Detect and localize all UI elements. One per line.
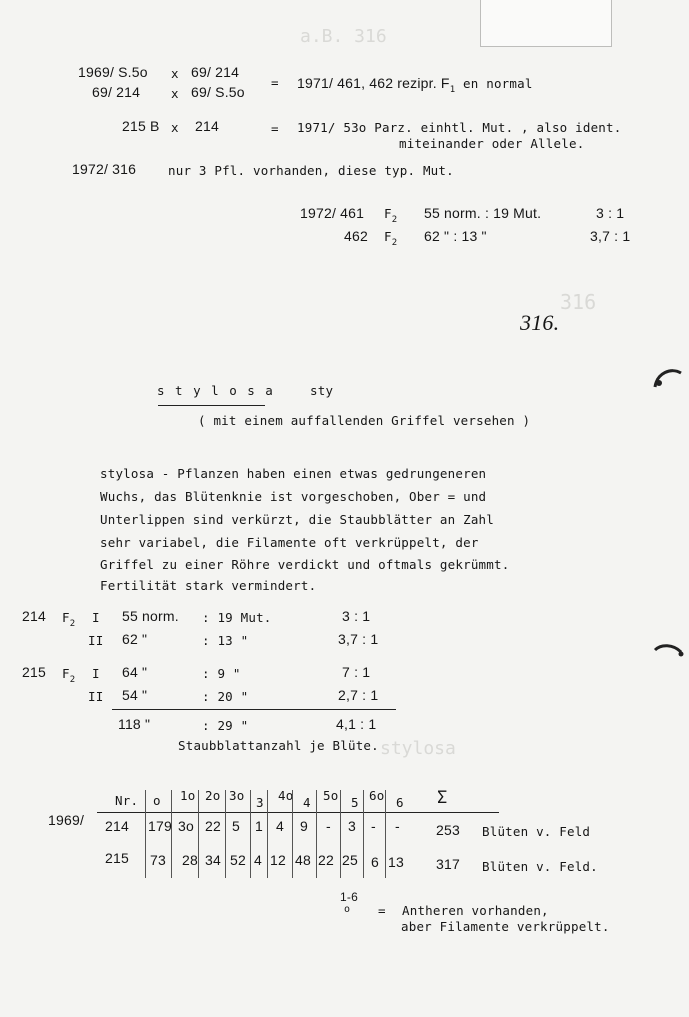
description-line: stylosa - Pflanzen haben einen etwas gedrungeneren <box>100 466 487 481</box>
stamen-col-divider <box>267 790 268 878</box>
stamen-cell: - <box>371 818 376 834</box>
f2-gen-letter: F <box>384 229 392 244</box>
cross-result: 1971/ 53o Parz. einhtl. Mut. , also ident. <box>297 120 622 135</box>
stamen-cell: 1 <box>255 818 263 834</box>
seg-line: 214 <box>22 608 46 624</box>
seg-gen <box>62 610 76 629</box>
stamen-cell: 34 <box>205 852 221 868</box>
stamen-col-divider <box>250 790 251 878</box>
footnote-symbol-sub: o <box>344 904 351 915</box>
f2-counts: 62 " : 13 " <box>424 228 487 244</box>
stamen-col-divider <box>225 790 226 878</box>
stamen-col-divider <box>198 790 199 878</box>
seg-total-rule <box>112 709 396 710</box>
stamen-header-nr: Nr. <box>115 793 139 808</box>
footnote-symbol <box>340 890 358 904</box>
cross-result-sub: 1 <box>449 85 456 95</box>
cross-a: 215 B <box>122 118 160 134</box>
seg-ratio: 2,7 : 1 <box>338 687 379 703</box>
stamen-header-sum: Σ <box>437 788 448 808</box>
note-label: 1972/ 316 <box>72 161 137 177</box>
cross-result-line2: miteinander oder Allele. <box>399 136 585 151</box>
stamen-cell: 22 <box>318 852 334 868</box>
cross-a: 1969/ S.5o <box>78 64 148 80</box>
seg-gen <box>62 666 76 685</box>
f2-ratio: 3,7 : 1 <box>590 228 631 244</box>
cross-eq: = <box>271 75 279 90</box>
stamen-row-nr: 215 <box>105 850 129 866</box>
seg-ratio: 7 : 1 <box>342 664 371 680</box>
seg-mut: : 13 " <box>202 633 249 648</box>
stamen-row-sum: 253 <box>436 822 460 838</box>
stamen-cell: 3 <box>348 818 356 834</box>
stamen-col-divider <box>292 790 293 878</box>
footnote-line1: Antheren vorhanden, <box>402 903 549 918</box>
f2-gen-sub: 2 <box>391 215 398 225</box>
cross-a: 69/ 214 <box>92 84 141 100</box>
seg-norm: 55 norm. <box>122 608 179 624</box>
cross-result-tail: en normal <box>463 76 533 91</box>
f2-id: 1972/ 461 <box>300 205 365 221</box>
stamen-row-nr: 214 <box>105 818 129 834</box>
stamen-col-divider <box>340 790 341 878</box>
cross-x: x <box>171 66 179 81</box>
footnote-line2: aber Filamente verkrüppelt. <box>401 919 610 934</box>
stamen-header: 1o <box>180 788 196 803</box>
stamen-cell: 73 <box>150 852 166 868</box>
stamen-row-note: Blüten v. Feld <box>482 824 591 839</box>
stamen-cell: 22 <box>205 818 221 834</box>
seg-norm: 62 " <box>122 631 148 647</box>
stamen-col-divider <box>363 790 364 878</box>
stamp-box <box>480 0 612 47</box>
seg-ratio: 3,7 : 1 <box>338 631 379 647</box>
f2-gen-letter: F <box>384 206 392 221</box>
stamen-cell: 13 <box>388 854 404 870</box>
stamen-header: 3o <box>229 788 245 803</box>
seg-gen-sub: 2 <box>69 675 76 685</box>
stamen-cell: - <box>395 818 400 834</box>
seg-mut: : 9 " <box>202 666 241 681</box>
stamen-cell: 12 <box>270 852 286 868</box>
stamen-row-sum: 317 <box>436 856 460 872</box>
description-line: Wuchs, das Blütenknie ist vorgeschoben, Ober = und <box>100 489 487 504</box>
f2-id: 462 <box>344 228 368 244</box>
stamen-cell: 25 <box>342 852 358 868</box>
seg-total-ratio: 4,1 : 1 <box>336 716 377 732</box>
description-line: Griffel zu einer Röhre verdickt und oftmals gekrümmt. <box>100 557 510 572</box>
stamen-cell: 4 <box>276 818 284 834</box>
page-number: 316. <box>520 310 560 335</box>
stamen-col-divider <box>171 790 172 878</box>
f2-gen <box>384 206 398 225</box>
stamen-header: 5 <box>351 795 359 810</box>
stamen-col-divider <box>145 790 146 878</box>
seg-norm: 54 " <box>122 687 148 703</box>
stamen-cell: 6 <box>371 854 379 870</box>
seg-set: I <box>92 666 100 681</box>
stamen-header: 6o <box>369 788 385 803</box>
cross-result-text: 1971/ 461, 462 rezipr. F <box>297 75 450 91</box>
stamen-header-rule <box>97 812 499 813</box>
stamen-title: Staubblattanzahl je Blüte. <box>178 738 379 753</box>
stamen-row-note: Blüten v. Feld. <box>482 859 598 874</box>
cross-eq: = <box>271 121 279 136</box>
seg-set: I <box>92 610 100 625</box>
stamen-header: 4 <box>303 795 311 810</box>
stamen-cell: 28 <box>182 852 198 868</box>
stamen-header: 6 <box>396 795 404 810</box>
cross-result <box>297 75 533 95</box>
seg-line: 215 <box>22 664 46 680</box>
stamen-header: 2o <box>205 788 221 803</box>
stamen-cell: 48 <box>295 852 311 868</box>
footnote-symbol-text: 1-6 <box>340 890 358 904</box>
seg-norm: 64 " <box>122 664 148 680</box>
f2-gen <box>384 229 398 248</box>
stamen-cell: - <box>326 818 331 834</box>
stamen-col-divider <box>385 790 386 878</box>
stamen-cell: 4 <box>254 852 262 868</box>
stamen-header: 4o <box>278 788 294 803</box>
note-text: nur 3 Pfl. vorhanden, diese typ. Mut. <box>168 163 454 178</box>
stamen-row-year: 1969/ <box>48 812 85 828</box>
heading-abbr: sty <box>310 383 334 398</box>
stamen-header: 5o <box>323 788 339 803</box>
seg-gen-letter: F <box>62 666 70 681</box>
seg-gen-sub: 2 <box>69 619 76 629</box>
heading-subtitle: ( mit einem auffallenden Griffel versehen ) <box>198 413 531 428</box>
seg-total-norm: 118 " <box>118 716 151 732</box>
seg-set: II <box>88 689 104 704</box>
stamen-cell: 179 <box>148 818 172 834</box>
seg-total-mut: : 29 " <box>202 718 249 733</box>
cross-x: x <box>171 120 179 135</box>
f2-gen-sub: 2 <box>391 238 398 248</box>
clip-mark-icon <box>651 640 685 666</box>
description-line: Unterlippen sind verkürzt, die Staubblätter an Zahl <box>100 512 495 527</box>
footnote-eq: = <box>378 903 386 918</box>
cross-b: 69/ S.5o <box>191 84 245 100</box>
description-line: Fertilität stark vermindert. <box>100 578 317 593</box>
seg-mut: : 19 Mut. <box>202 610 272 625</box>
heading-title: s t y l o s a <box>157 383 275 398</box>
seg-mut: : 20 " <box>202 689 249 704</box>
bleed-through-text: stylosa <box>380 738 456 759</box>
stamen-cell: 3o <box>178 818 194 834</box>
stamen-cell: 9 <box>300 818 308 834</box>
bleed-through-text: 316 <box>560 290 597 314</box>
seg-gen-letter: F <box>62 610 70 625</box>
heading-underline <box>158 405 265 406</box>
stamen-col-divider <box>316 790 317 878</box>
clip-mark-icon <box>651 365 685 393</box>
stamen-cell: 5 <box>232 818 240 834</box>
stamen-cell: 52 <box>230 852 246 868</box>
stamen-header: 3 <box>256 795 264 810</box>
cross-b: 214 <box>195 118 219 134</box>
f2-counts: 55 norm. : 19 Mut. <box>424 205 542 221</box>
stamen-header: o <box>153 793 161 808</box>
cross-x: x <box>171 86 179 101</box>
bleed-through-text: a.B. 316 <box>300 26 387 47</box>
seg-set: II <box>88 633 104 648</box>
description-line: sehr variabel, die Filamente oft verkrüppelt, der <box>100 535 479 550</box>
seg-ratio: 3 : 1 <box>342 608 371 624</box>
cross-b: 69/ 214 <box>191 64 240 80</box>
f2-ratio: 3 : 1 <box>596 205 625 221</box>
